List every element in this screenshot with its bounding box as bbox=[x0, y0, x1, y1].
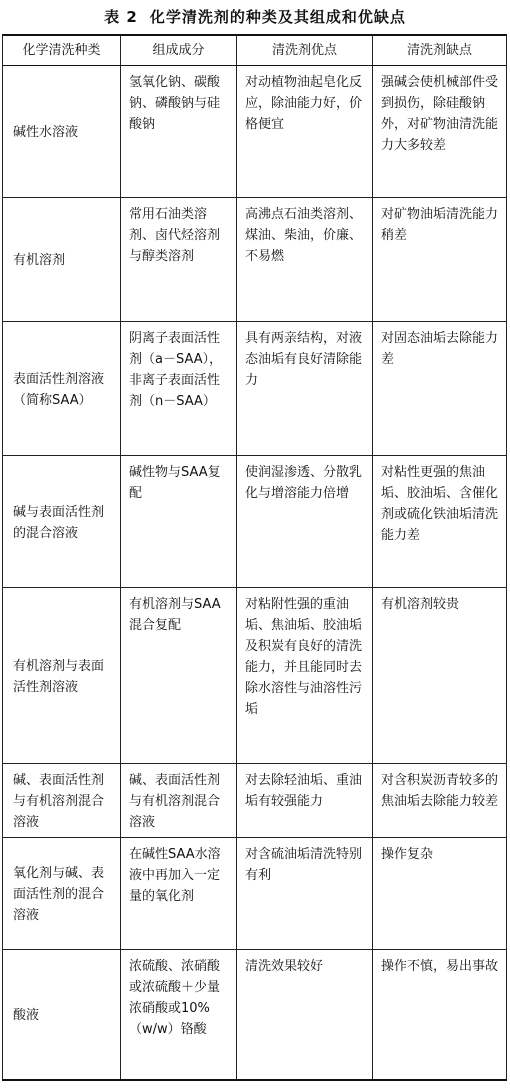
cell-kind: 有机溶剂 bbox=[3, 198, 121, 322]
cell-pros: 对粘附性强的重油垢、焦油垢、胶油垢及积炭有良好的清洗能力，并且能同时去除水溶性与油溶性污垢 bbox=[237, 588, 373, 764]
cell-composition: 在碱性SAA水溶液中再加入一定量的氧化剂 bbox=[121, 838, 237, 950]
table-row bbox=[3, 764, 507, 838]
cell-kind: 碱性水溶液 bbox=[3, 66, 121, 198]
cell-cons: 对粘性更强的焦油垢、胶油垢、含催化剂或硫化铁油垢清洗能力差 bbox=[373, 456, 507, 588]
cell-pros: 高沸点石油类溶剂、煤油、柴油，价廉、不易燃 bbox=[237, 198, 373, 322]
cell-kind: 酸液 bbox=[3, 950, 121, 1080]
table-row bbox=[3, 66, 507, 198]
cell-composition: 碱、表面活性剂与有机溶剂混合溶液 bbox=[121, 764, 237, 838]
cell-composition: 阴离子表面活性剂（a－SAA），非离子表面活性剂（n－SAA） bbox=[121, 322, 237, 456]
header-kind: 化学清洗种类 bbox=[3, 35, 121, 66]
table-row bbox=[3, 838, 507, 950]
cell-composition: 有机溶剂与SAA混合复配 bbox=[121, 588, 237, 764]
cell-cons: 强碱会使机械部件受到损伤，除硅酸钠外，对矿物油清洗能力大多较差 bbox=[373, 66, 507, 198]
cell-cons: 操作不慎，易出事故 bbox=[373, 950, 507, 1080]
cell-composition: 氢氧化钠、碳酸钠、磷酸钠与硅酸钠 bbox=[121, 66, 237, 198]
cell-kind: 表面活性剂溶液（简称SAA） bbox=[3, 322, 121, 456]
table-row bbox=[3, 456, 507, 588]
cell-kind: 碱、表面活性剂与有机溶剂混合溶液 bbox=[3, 764, 121, 838]
cell-pros: 对去除轻油垢、重油垢有较强能力 bbox=[237, 764, 373, 838]
cell-cons: 对含积炭沥青较多的焦油垢去除能力较差 bbox=[373, 764, 507, 838]
header-cons: 清洗剂缺点 bbox=[373, 35, 507, 66]
header-row bbox=[3, 35, 507, 66]
cell-kind: 有机溶剂与表面活性剂溶液 bbox=[3, 588, 121, 764]
cleaning-agent-table bbox=[2, 34, 507, 1081]
table-row bbox=[3, 588, 507, 764]
cell-cons: 有机溶剂较贵 bbox=[373, 588, 507, 764]
cell-composition: 碱性物与SAA复配 bbox=[121, 456, 237, 588]
header-composition: 组成成分 bbox=[121, 35, 237, 66]
cell-kind: 氧化剂与碱、表面活性剂的混合溶液 bbox=[3, 838, 121, 950]
cell-pros: 对动植物油起皂化反应，除油能力好，价格便宜 bbox=[237, 66, 373, 198]
table-row bbox=[3, 322, 507, 456]
table-number: 表 2 bbox=[104, 8, 138, 26]
table-caption bbox=[0, 6, 510, 27]
table-title: 化学清洗剂的种类及其组成和优缺点 bbox=[149, 8, 406, 26]
cell-cons: 操作复杂 bbox=[373, 838, 507, 950]
cell-pros: 具有两亲结构，对液态油垢有良好清除能力 bbox=[237, 322, 373, 456]
header-pros: 清洗剂优点 bbox=[237, 35, 373, 66]
table-row bbox=[3, 198, 507, 322]
cell-composition: 浓硫酸、浓硝酸或浓硫酸＋少量浓硝酸或10%（w/w）铬酸 bbox=[121, 950, 237, 1080]
table-row bbox=[3, 950, 507, 1080]
cell-pros: 使润湿渗透、分散乳化与增溶能力倍增 bbox=[237, 456, 373, 588]
cell-cons: 对固态油垢去除能力差 bbox=[373, 322, 507, 456]
cell-kind: 碱与表面活性剂的混合溶液 bbox=[3, 456, 121, 588]
cell-pros: 对含硫油垢清洗特别有利 bbox=[237, 838, 373, 950]
cell-pros: 清洗效果较好 bbox=[237, 950, 373, 1080]
cell-composition: 常用石油类溶剂、卤代烃溶剂与醇类溶剂 bbox=[121, 198, 237, 322]
cell-cons: 对矿物油垢清洗能力稍差 bbox=[373, 198, 507, 322]
